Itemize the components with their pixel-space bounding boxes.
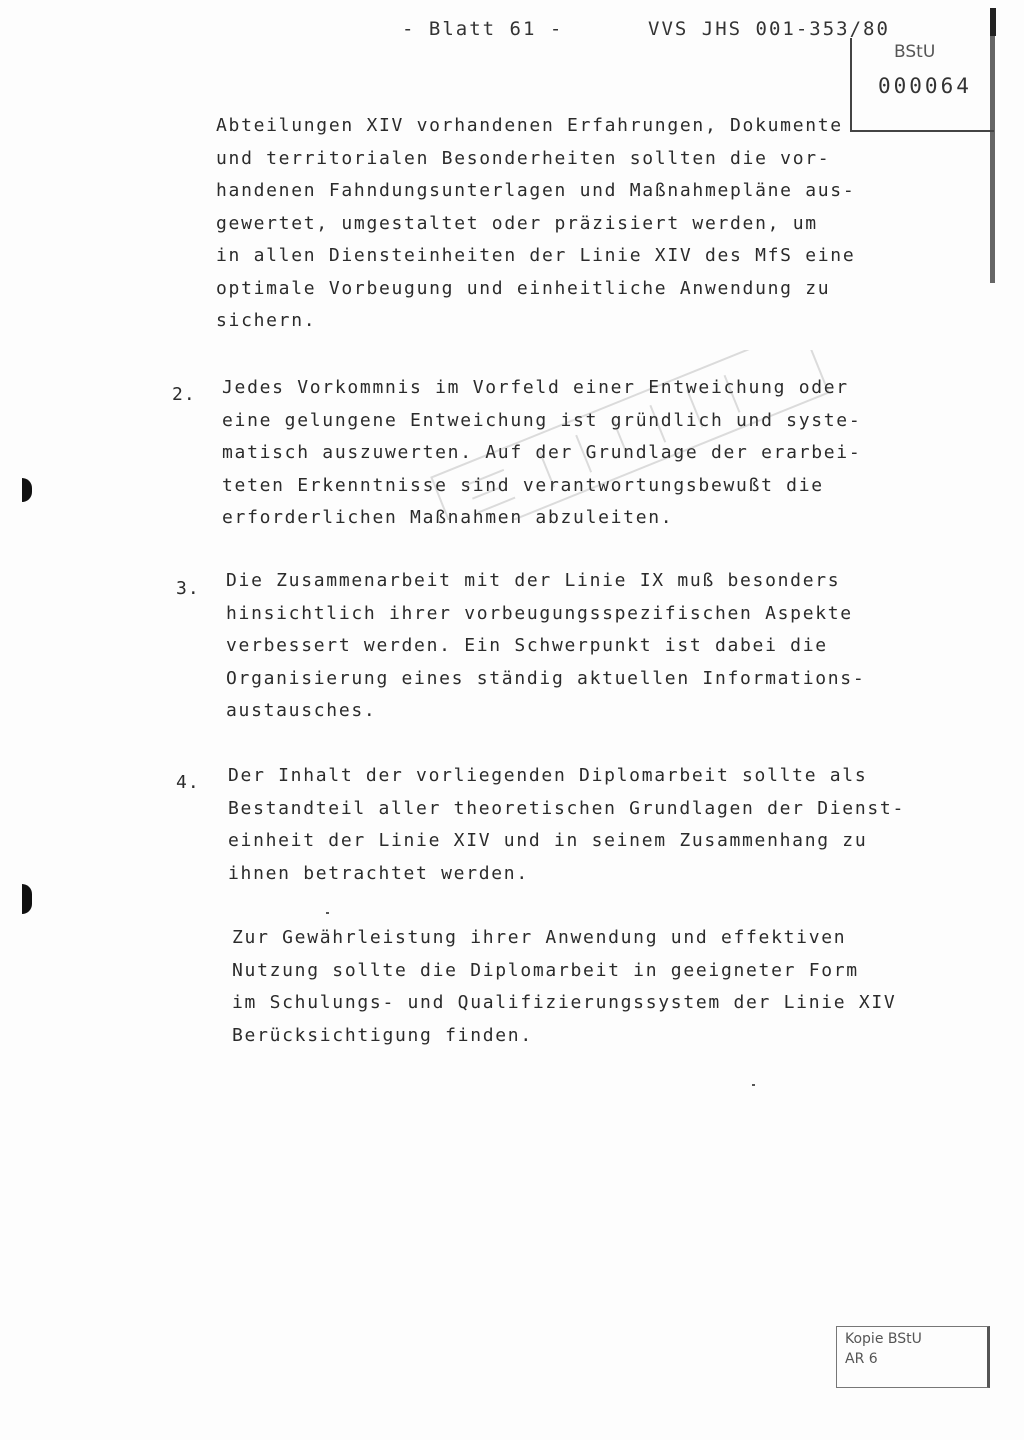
paragraph-number: 2.: [172, 384, 196, 405]
paragraph-text: Jedes Vorkommnis im Vorfeld einer Entweichung oder eine gelungene Entweichung ist gründlich und syste- matisch auszuwerten. Auf der Grundlage der erarbei- teten Erkenntnisse sind verantwortungsbewußt die erforderlichen Maßnahmen abzuleiten.: [222, 377, 862, 528]
archive-stamp-number: 000064: [878, 74, 972, 98]
archive-stamp-label: BStU: [894, 42, 936, 62]
paragraph-continuation: Abteilungen XIV vorhandenen Erfahrungen, Dokumente und territorialen Besonderheiten sollten die vor- handenen Fahndungsunterlagen und Maßnahmepläne aus- gewertet, umgestaltet oder präzisiert werden, um in allen Diensteinheiten der Linie XIV des MfS eine optimale Vorbeugung und einheitliche Anwendung zu sichern.: [216, 115, 856, 331]
copy-stamp: [836, 1326, 990, 1388]
copy-stamp-line1: Kopie BStU: [845, 1331, 922, 1347]
margin-bar-mark: [990, 8, 996, 36]
punch-hole: [22, 884, 32, 914]
paragraph-number: 4.: [176, 772, 200, 793]
speck: [326, 912, 329, 914]
archive-stamp: [850, 38, 994, 132]
punch-hole: [22, 478, 32, 502]
paragraph-number: 3.: [176, 578, 200, 599]
paragraph-text: Die Zusammenarbeit mit der Linie IX muß besonders hinsichtlich ihrer vorbeugungsspezifischen Aspekte verbessert werden. Ein Schwerpunkt ist dabei die Organisierung eines ständig aktuellen Informations- austausches.: [226, 570, 866, 721]
copy-stamp-line2: AR 6: [845, 1351, 878, 1367]
paragraph-text: Zur Gewährleistung ihrer Anwendung und effektiven Nutzung sollte die Diplomarbeit in geeigneter Form im Schulungs- und Qualifizierungssystem der Linie XIV Berücksichtigung finden.: [232, 927, 897, 1046]
paragraph-text: Der Inhalt der vorliegenden Diplomarbeit sollte als Bestandteil aller theoretischen Grundlagen der Dienst- einheit der Linie XIV und in seinem Zusammenhang zu ihnen betrachtet werden.: [228, 765, 905, 884]
speck: [752, 1084, 755, 1086]
document-reference: VVS JHS 001-353/80: [648, 18, 890, 40]
page-number-header: - Blatt 61 -: [402, 18, 564, 40]
